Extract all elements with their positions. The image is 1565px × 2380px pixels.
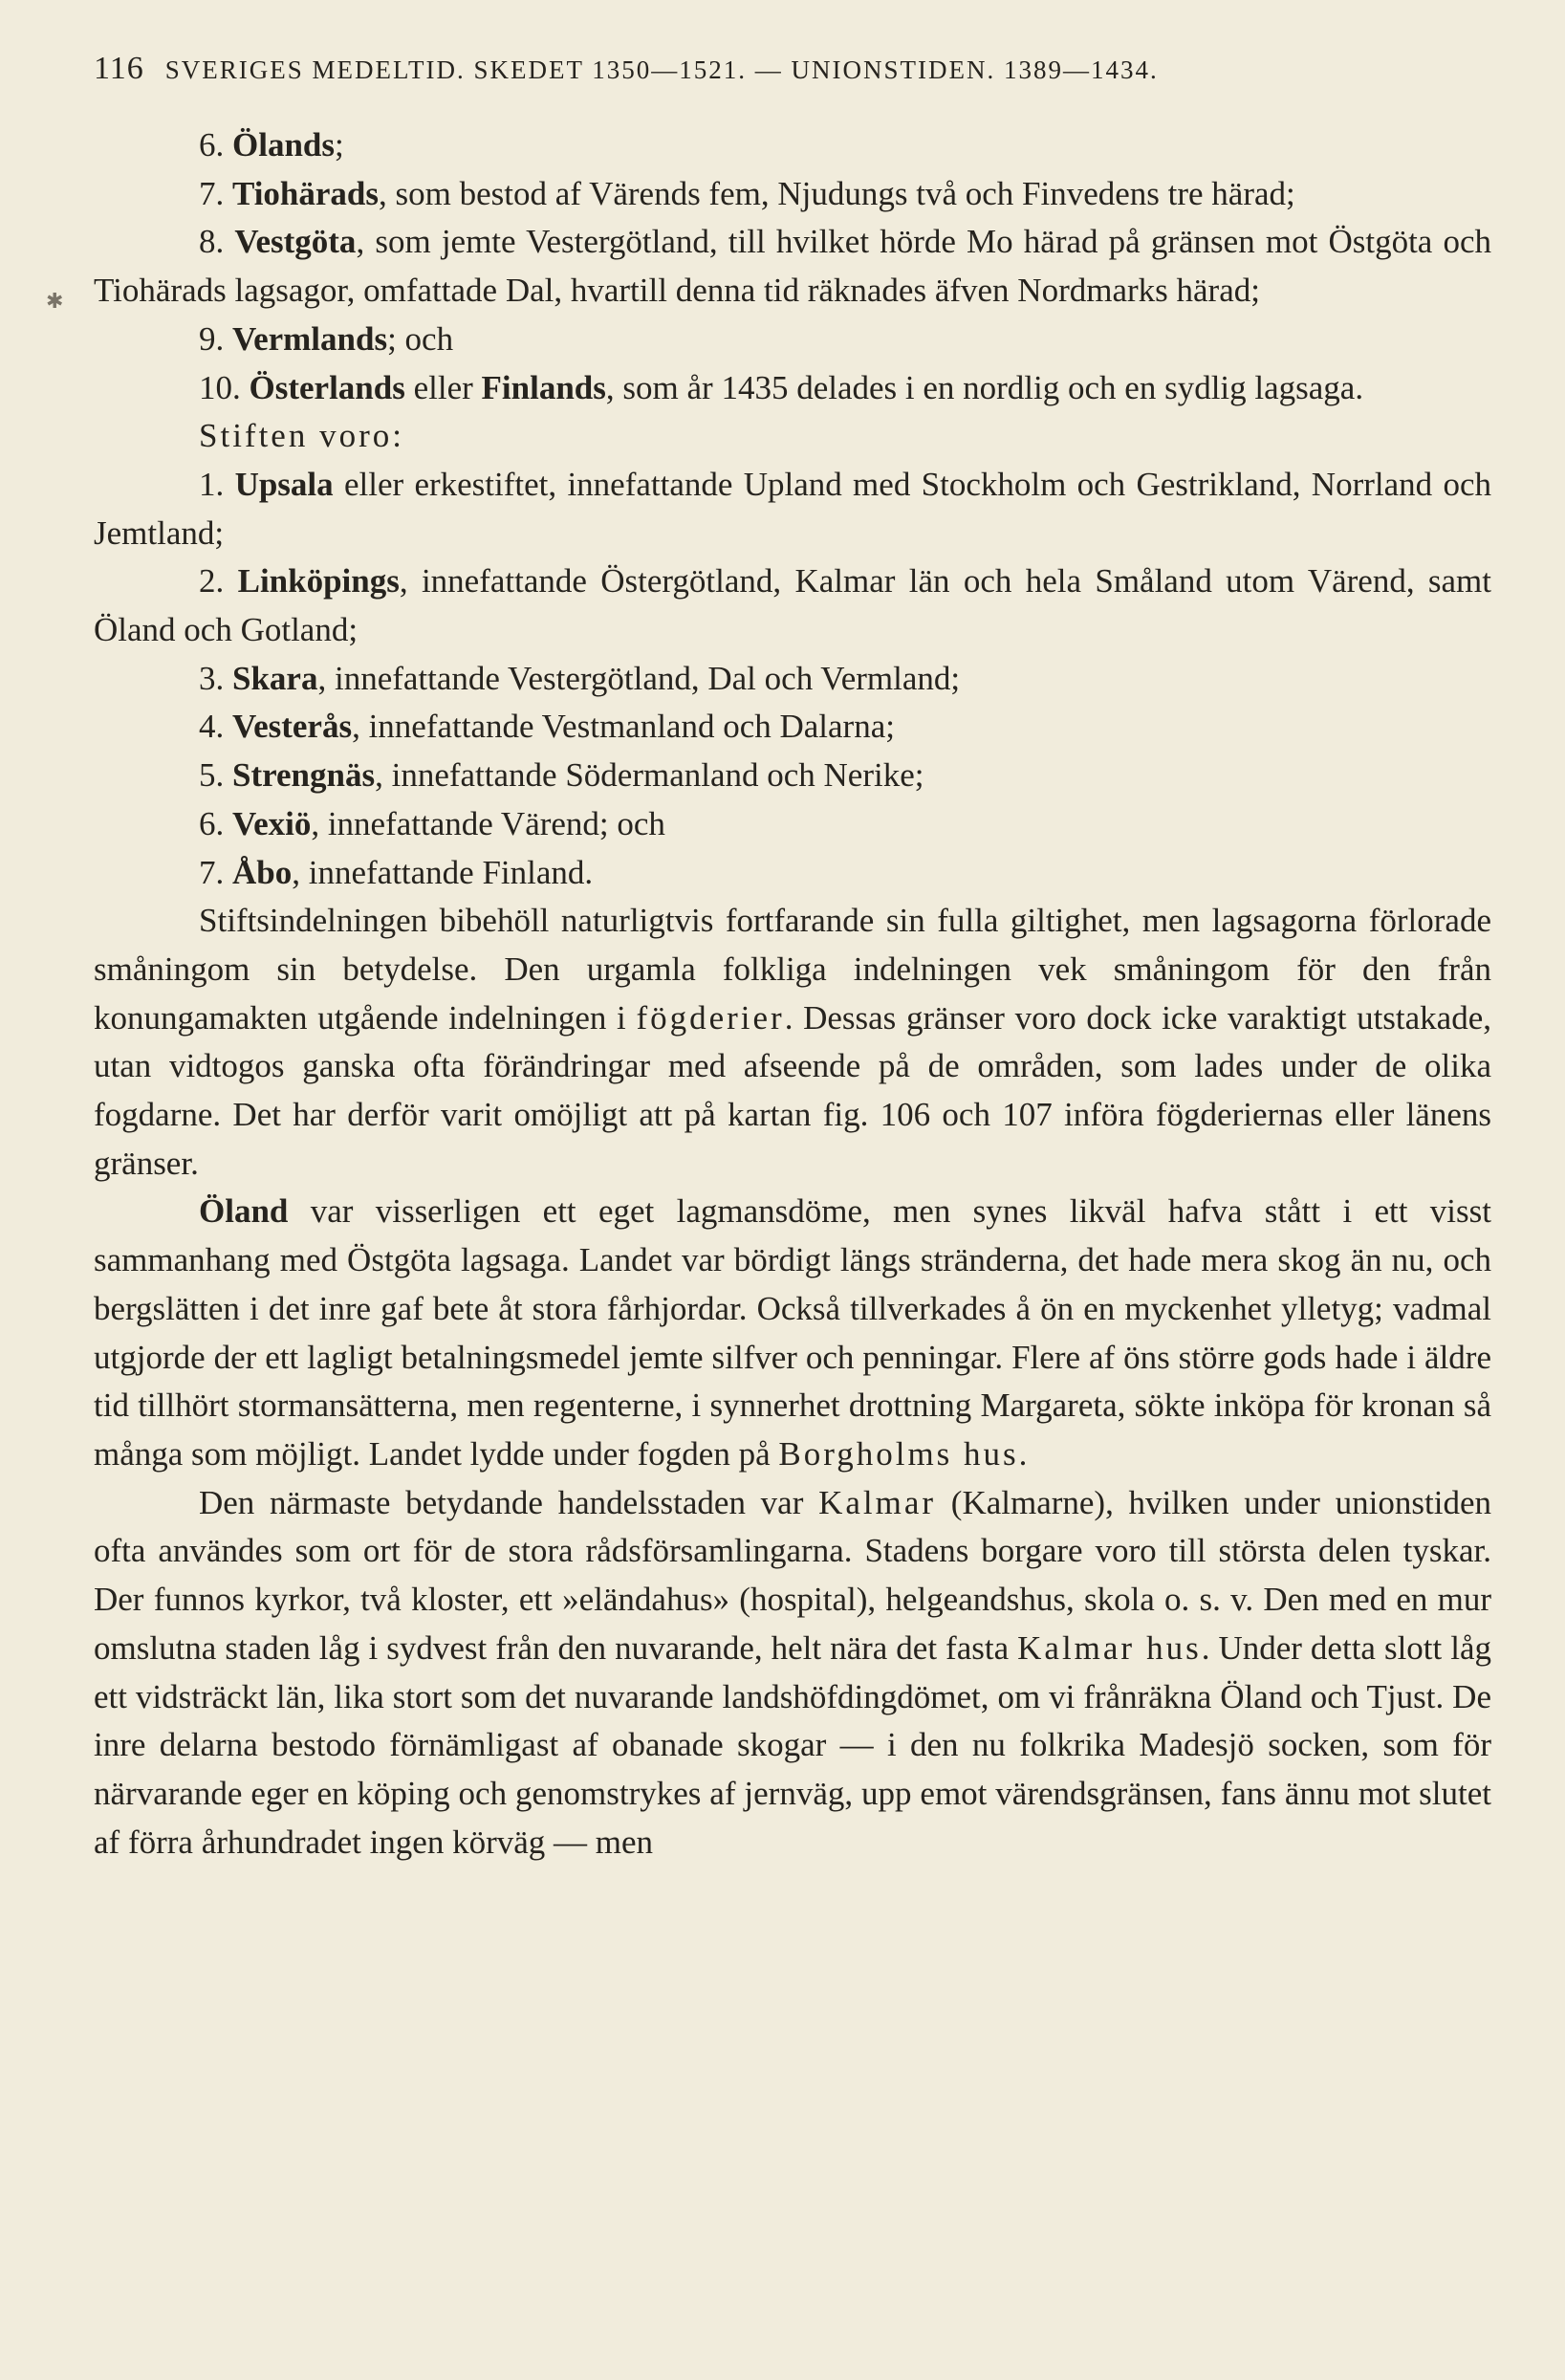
list-item: 4. Vesterås, innefattande Vestmanland och Dalarna; [199,708,895,746]
list-item: 7. Tiohärads, som bestod af Värends fem, Njudungs två och Finvedens tre härad; [199,174,1295,212]
lagsaga-name: Ölands [232,126,335,164]
page [94,50,1491,1867]
list-item: 9. Vermlands; och [199,319,454,358]
lagsaga-name: Tiohärads [232,174,380,212]
lagsaga-name: Finlands [481,368,606,406]
paragraph-kalmar: Den närmaste betydande handelsstaden var Kalmar (Kalmarne), hvilken under unionstiden ofta användes som ort för de stora rådsförsamlingarna. Stadens borgare voro till största delen tyskar. Der funnos kyrkor, två kloster, ett »eländahus» (hospital), helgeandshus, skola o. s. v. Den med en mur omslutna staden låg i sydvest från den nuvarande, helt nära det fasta Kalmar hus. Under detta slott låg ett vidsträckt län, lika stort som det nuvarande landshöfdingdömet, om vi frånräkna Öland och Tjust. De inre delarna bestodo förnämligast af obanade skogar — i den nu folkrika Madesjö socken, som för närvarande eger en köping och genomstrykes af jernväg, upp emot värendsgränsen, fans ännu mot slutet af förra århundradet ingen körväg — men [94,1483,1491,1861]
margin-mark: ✱ [46,289,64,313]
lagsaga-name: Vermlands [232,319,388,358]
list-item: 10. Österlands eller Finlands, som år 1435 delades i en nordlig och en sydlig lagsaga. [199,368,1364,406]
stiften-heading: Stiften voro: [199,417,404,455]
stift-name: Åbo [232,853,293,891]
running-header [94,50,1491,89]
lagsaga-name: Vestgöta [234,223,357,261]
stift-name: Skara [232,659,318,697]
list-item: 2. Linköpings, innefattande Östergötland, Kalmar län och hela Småland utom Värend, samt Öland och Gotland; [94,562,1492,649]
stift-name: Strengnäs [232,756,376,795]
body-text [94,121,1491,1867]
paragraph-stiftsindelning: Stiftsindelningen bibehöll naturligtvis fortfarande sin fulla giltighet, men lagsagorna förlorade småningom sin betydelse. Den urgamla folkliga indelningen vek småningom för den från konungamakten utgående indelningen i fögderier. Dessas gränser voro dock icke varaktigt utstakade, utan vidtogos ganska ofta förändringar med afseende på de områden, som lades under de olika fogdarne. Det har derför varit omöjligt att på kartan fig. 106 och 107 införa fögderiernas eller länens gränser. [94,902,1491,1182]
list-item: 3. Skara, innefattande Vestergötland, Dal och Vermland; [199,659,961,697]
page-number: 116 [94,51,144,86]
list-item: 6. Ölands; [199,126,344,164]
list-item: 6. Vexiö, innefattande Värend; och [199,804,665,842]
paragraph-oland: Öland var visserligen ett eget lagmansdöme, men synes likväl hafva stått i ett visst sammanhang med Östgöta lagsaga. Landet var bördigt längs stränderna, det hade mera skog än nu, och bergslätten i det inre gaf bete åt stora fårhjordar. Också tillverkades å ön en myckenhet ylletyg; vadmal utgjorde der ett lagligt betalningsmedel jemte silfver och penningar. Flere af öns större gods hade i äldre tid tillhört stormansätterna, men regenterne, i synnerhet drottning Margareta, sökte inköpa för kronan så många som möjligt. Landet lydde under fogden på Borgholms hus. [94,1192,1491,1473]
running-title: SVERIGES MEDELTID. SKEDET 1350—1521. — UNIONSTIDEN. 1389—1434. [164,55,1159,84]
oland-heading: Öland [199,1192,289,1231]
stift-name: Vexiö [232,804,312,842]
list-item: 5. Strengnäs, innefattande Södermanland och Nerike; [199,756,924,795]
lagsaga-name: Österlands [249,368,405,406]
stift-name: Upsala [234,465,334,503]
list-item: 8. Vestgöta, som jemte Vestergötland, till hvilket hörde Mo härad på gränsen mot Östgöta och Tiohärads lagsagor, omfattade Dal, hvartill denna tid räknades äfven Nordmarks härad; [94,223,1492,310]
list-item: 7. Åbo, innefattande Finland. [199,853,594,891]
stift-name: Linköpings [237,562,400,600]
list-item: 1. Upsala eller erkestiftet, innefattande Upland med Stockholm och Gestrikland, Norrland och Jemtland; [94,465,1491,552]
stift-name: Vesterås [232,708,353,746]
